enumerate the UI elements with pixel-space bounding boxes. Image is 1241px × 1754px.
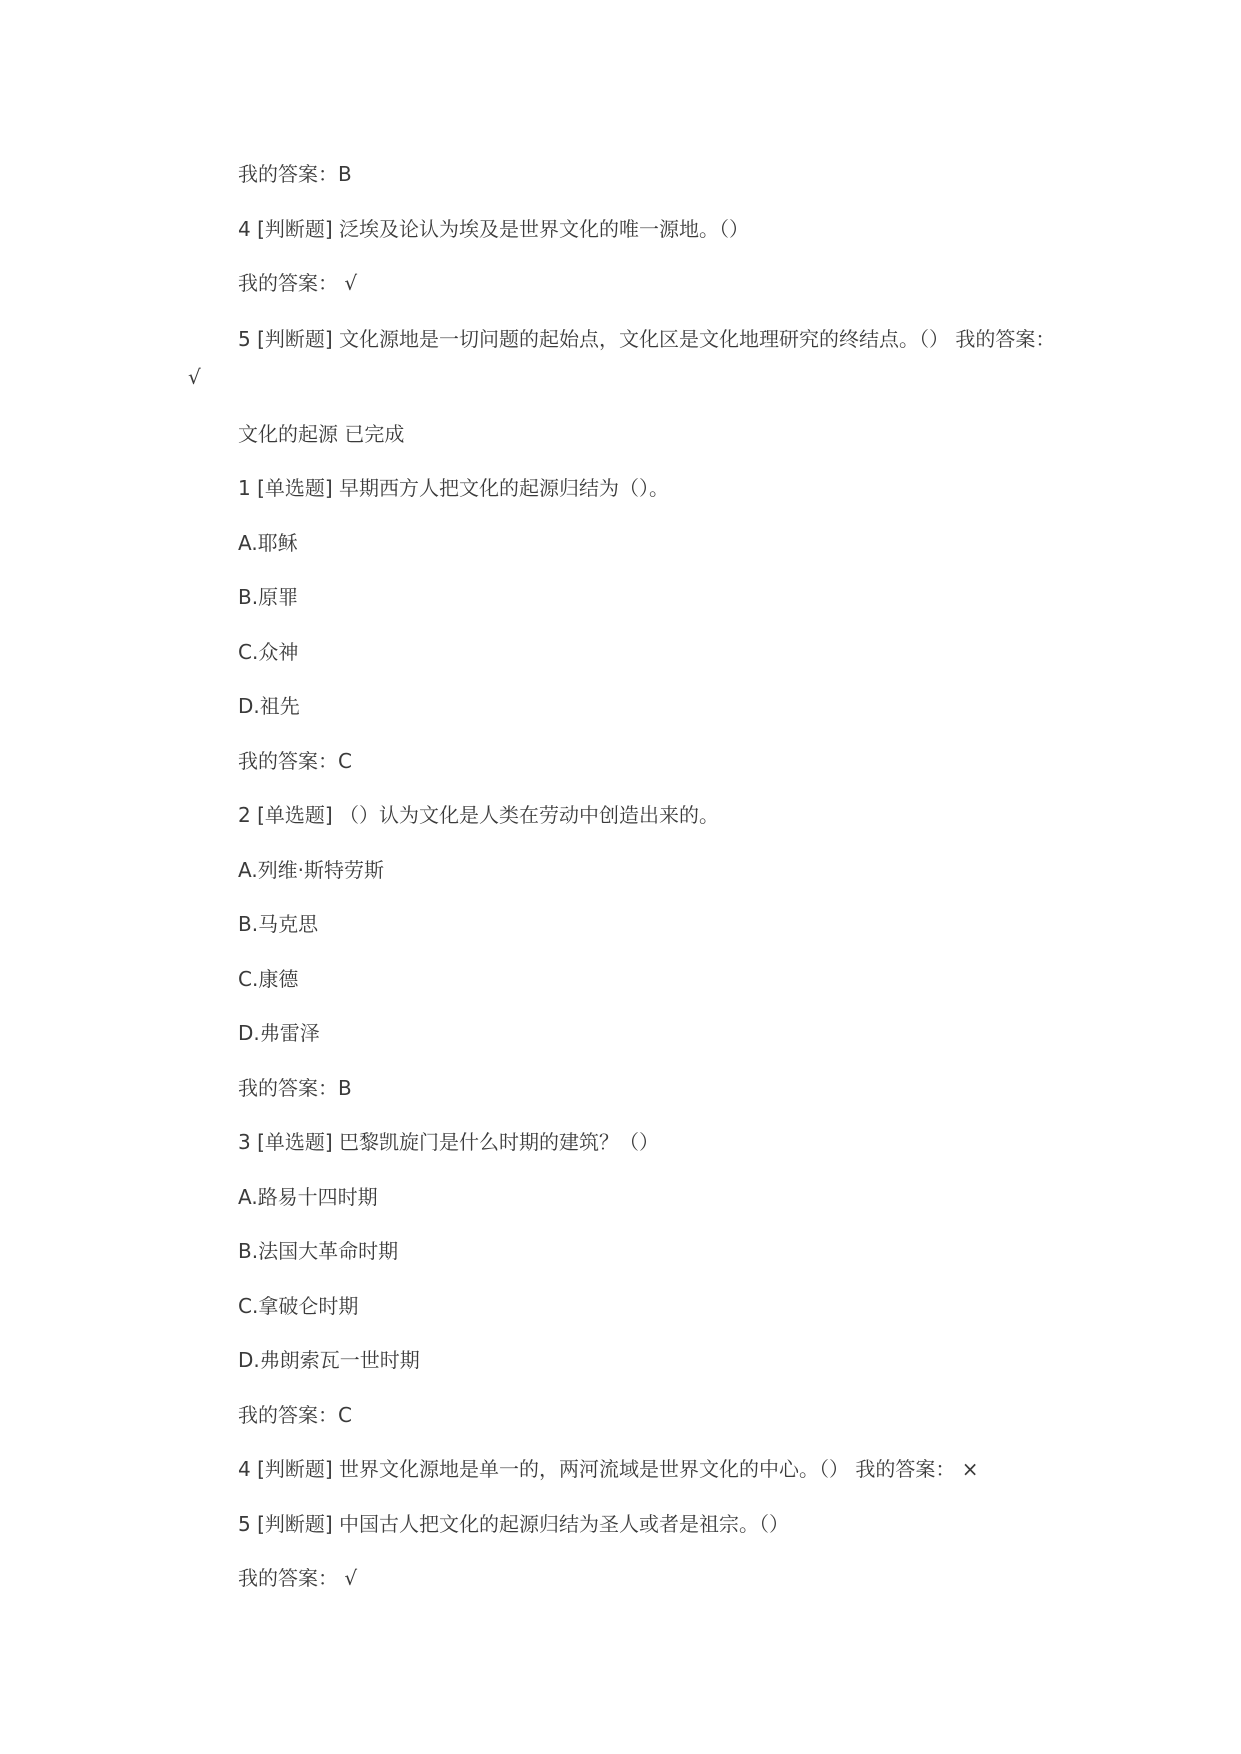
question-line: 5 [判断题] 中国古人把文化的起源归结为圣人或者是祖宗。（） [238, 1512, 790, 1536]
option-line: D.弗雷泽 [238, 1021, 320, 1045]
answer-line: 我的答案： √ [238, 271, 358, 295]
question-line: 4 [判断题] 泛埃及论认为埃及是世界文化的唯一源地。（） [238, 217, 750, 241]
option-line: B.原罪 [238, 585, 299, 609]
question-line: 3 [单选题] 巴黎凯旋门是什么时期的建筑？（） [238, 1130, 660, 1154]
option-line: A.列维·斯特劳斯 [238, 858, 385, 882]
question-line: 1 [单选题] 早期西方人把文化的起源归结为（）。 [238, 476, 670, 500]
option-line: C.众神 [238, 640, 299, 664]
answer-line: 我的答案：B [238, 1076, 352, 1100]
option-line: D.祖先 [238, 694, 300, 718]
question-line: 5 [判断题] 文化源地是一切问题的起始点，文化区是文化地理研究的终结点。（） 我的答案： √ [188, 327, 1056, 389]
option-line: B.法国大革命时期 [238, 1239, 399, 1263]
question-line: 2 [单选题] （）认为文化是人类在劳动中创造出来的。 [238, 803, 720, 827]
option-line: B.马克思 [238, 912, 319, 936]
question-line: 4 [判断题] 世界文化源地是单一的，两河流域是世界文化的中心。（） 我的答案： × [238, 1457, 979, 1481]
option-line: A.耶稣 [238, 531, 298, 555]
answer-line: 我的答案：B [238, 162, 352, 186]
option-line: D.弗朗索瓦一世时期 [238, 1348, 420, 1372]
section-heading: 文化的起源 已完成 [238, 422, 405, 446]
answer-line: 我的答案：C [238, 1403, 352, 1427]
answer-line: 我的答案： √ [238, 1566, 358, 1590]
option-line: C.康德 [238, 967, 299, 991]
option-line: A.路易十四时期 [238, 1185, 378, 1209]
option-line: C.拿破仑时期 [238, 1294, 359, 1318]
answer-line: 我的答案：C [238, 749, 352, 773]
